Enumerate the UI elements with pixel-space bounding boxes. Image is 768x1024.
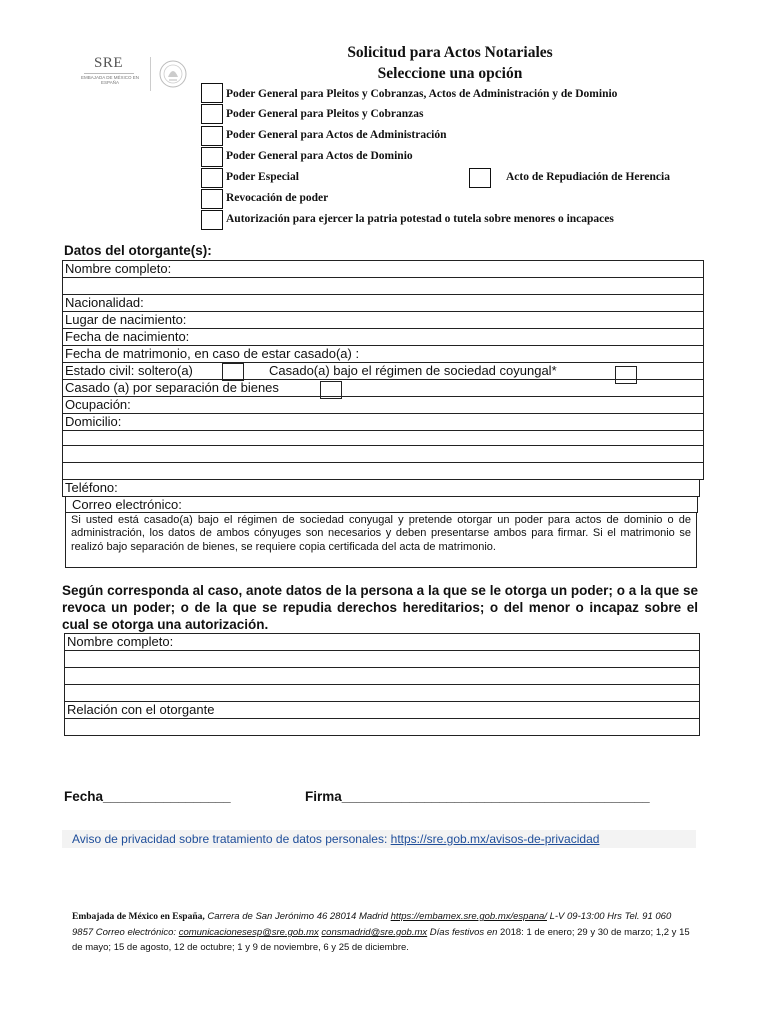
casado-sociedad-label: Casado(a) bajo el régimen de sociedad coyungal* <box>269 363 557 378</box>
sre-logo <box>78 55 198 95</box>
otorgante-ocupacion-field[interactable]: Ocupación: <box>62 396 704 414</box>
logo-divider <box>150 57 151 91</box>
footer-holidays-label: Días festivos en <box>429 927 498 938</box>
apoderado-line-3[interactable] <box>64 667 700 685</box>
form-title: Solicitud para Actos Notariales <box>347 44 553 61</box>
estado-civil-label: Estado civil: soltero(a) <box>65 363 193 378</box>
otorgante-nombre-line[interactable] <box>62 277 704 295</box>
logo-text: SRE <box>94 55 124 71</box>
footer <box>72 909 694 955</box>
footer-holidays: 2018: 1 de enero; 29 y 30 de marzo; 1,2 y 15 de mayo; 15 de agosto, 12 de octubre; 1 y 9 de noviembre, 6 y 25 de diciembre. <box>72 927 690 953</box>
otorgante-telefono-field[interactable]: Teléfono: <box>62 479 700 497</box>
option-checkbox-7[interactable] <box>201 210 223 230</box>
firma-signature-line[interactable]: Firma_________________________________________ <box>305 789 650 804</box>
otorgante-fecha-nac-field[interactable]: Fecha de nacimiento: <box>62 328 704 346</box>
sociedad-conyugal-note: Si usted está casado(a) bajo el régimen de sociedad conyugal y pretende otorgar un poder para actos de dominio o de administración, los datos de ambos cónyuges son necesarios y deben presentarse ambos para firmar. Si el matrimonio se realizó bajo separación de bienes, se requiere copia certificada del acta de matrimonio. <box>65 512 697 568</box>
option-checkbox-6[interactable] <box>201 189 223 209</box>
otorgante-nacionalidad-field[interactable]: Nacionalidad: <box>62 294 704 312</box>
option-checkbox-4[interactable] <box>201 147 223 167</box>
apoderado-relacion-line[interactable] <box>64 718 700 736</box>
apoderado-instructions: Según corresponda al caso, anote datos de la persona a la que se le otorga un poder; o a la que se revoca un poder; o de la que se repudia derechos hereditarios; o del menor o incapaz sobre el cual se otorga una autorización. <box>62 583 698 632</box>
logo-rule <box>84 73 134 74</box>
privacy-text: Aviso de privacidad sobre tratamiento de datos personales: <box>72 832 388 846</box>
fecha-signature-line[interactable]: Fecha_________________ <box>64 789 231 804</box>
domicilio-line-3[interactable] <box>62 445 704 463</box>
option-label-7: Autorización para ejercer la patria potestad o tutela sobre menores o incapaces <box>226 213 614 225</box>
mexico-seal-icon <box>158 57 188 91</box>
privacy-link[interactable]: https://sre.gob.mx/avisos-de-privacidad <box>390 832 600 846</box>
apoderado-line-2[interactable] <box>64 650 700 668</box>
option-label-1: Poder General para Pleitos y Cobranzas, Actos de Administración y de Dominio <box>226 88 618 100</box>
domicilio-line-4[interactable] <box>62 462 704 480</box>
option-checkbox-repudiacion[interactable] <box>469 168 491 188</box>
option-checkbox-5[interactable] <box>201 168 223 188</box>
option-label-2: Poder General para Pleitos y Cobranzas <box>226 108 424 120</box>
apoderado-line-4[interactable] <box>64 684 700 702</box>
otorgante-correo-field[interactable]: Correo electrónico: <box>65 496 698 513</box>
otorgante-lugar-field[interactable]: Lugar de nacimiento: <box>62 311 704 329</box>
footer-hours: L-V 09-13:00 Hrs Tel. 91 060 9857 Correo electrónico: <box>72 911 672 938</box>
footer-email-link-1[interactable]: comunicacionesesp@sre.gob.mx <box>178 927 319 938</box>
otorgante-heading: Datos del otorgante(s): <box>64 243 212 258</box>
footer-email-link-2[interactable]: consmadrid@sre.gob.mx <box>321 927 428 938</box>
otorgante-domicilio-field[interactable]: Domicilio: <box>62 413 704 431</box>
logo-subtext: EMBAJADA DE MÉXICO EN ESPAÑA <box>80 75 139 85</box>
estado-civil-row <box>62 362 704 380</box>
option-checkbox-3[interactable] <box>201 126 223 146</box>
otorgante-fecha-mat-field[interactable]: Fecha de matrimonio, en caso de estar casado(a) : <box>62 345 704 363</box>
footer-address: Carrera de San Jerónimo 46 28014 Madrid <box>207 911 388 922</box>
option-label-5: Poder Especial <box>226 171 299 183</box>
privacy-notice <box>62 830 696 848</box>
apoderado-relacion-field[interactable]: Relación con el otorgante <box>64 701 700 719</box>
form-subtitle: Seleccione una opción <box>377 65 523 82</box>
domicilio-line-2[interactable] <box>62 430 704 446</box>
option-checkbox-2[interactable] <box>201 104 223 124</box>
option-label-repudiacion: Acto de Repudiación de Herencia <box>506 171 670 183</box>
separacion-row: Casado (a) por separación de bienes <box>62 379 704 397</box>
option-label-3: Poder General para Actos de Administración <box>226 129 447 141</box>
footer-embassy: Embajada de México en España, <box>72 912 205 922</box>
option-label-4: Poder General para Actos de Dominio <box>226 150 413 162</box>
option-checkbox-1[interactable] <box>201 83 223 103</box>
option-label-6: Revocación de poder <box>226 192 329 204</box>
apoderado-nombre-field[interactable]: Nombre completo: <box>64 633 700 651</box>
footer-website-link[interactable]: https://embamex.sre.gob.mx/espana/ <box>390 911 547 922</box>
otorgante-nombre-field[interactable]: Nombre completo: <box>62 260 704 278</box>
